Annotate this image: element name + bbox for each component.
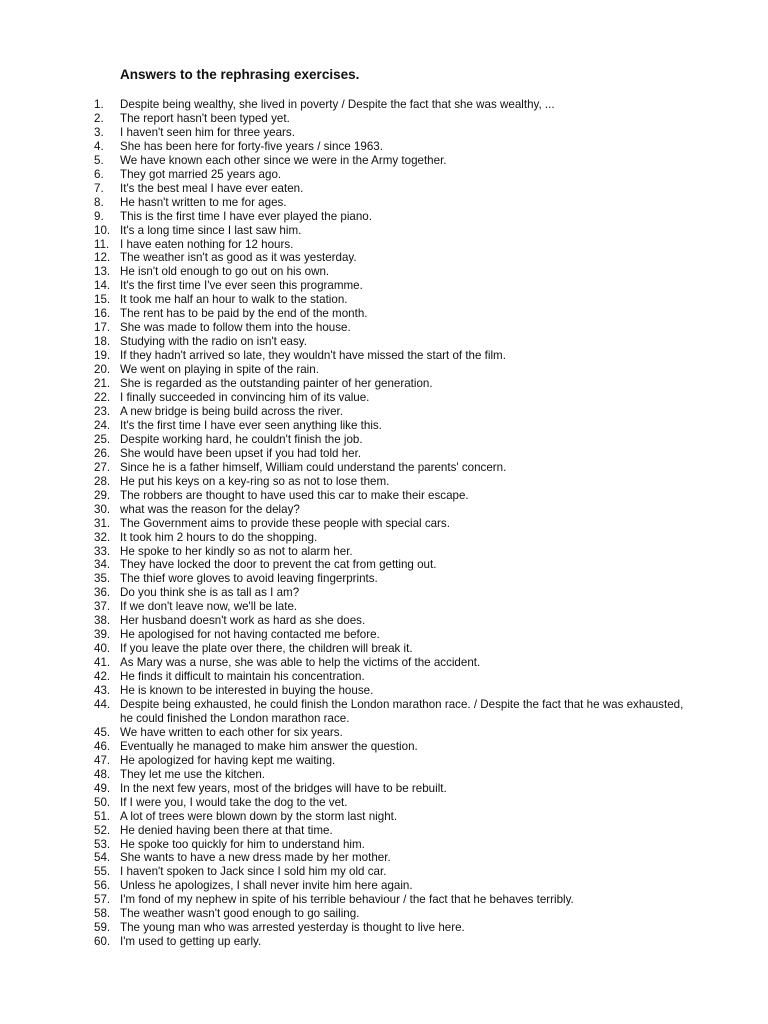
item-number: 47. [94, 753, 111, 767]
item-text: It's a long time since I last saw him. [120, 223, 302, 237]
item-text: I'm used to getting up early. [120, 935, 262, 949]
item-text: They got married 25 years ago. [120, 167, 282, 181]
item-text: He hasn't written to me for ages. [120, 195, 287, 209]
item-number: 33. [94, 544, 111, 558]
item-text: Do you think she is as tall as I am? [120, 586, 300, 600]
item-text: Unless he apologizes, I shall never invite him here again. [120, 879, 413, 893]
item-number: 40. [94, 642, 111, 656]
item-text: It took me half an hour to walk to the station. [120, 293, 348, 307]
item-number: 58. [94, 907, 111, 921]
list-item [94, 112, 694, 126]
item-number: 45. [94, 725, 111, 739]
item-number: 11. [94, 237, 110, 251]
item-number: 48. [94, 767, 111, 781]
item-number: 3. [94, 125, 104, 139]
list-item [94, 865, 694, 879]
list-item [94, 307, 694, 321]
item-text: In the next few years, most of the bridges will have to be rebuilt. [120, 781, 447, 795]
list-item [94, 600, 694, 614]
item-text: She was made to follow them into the house. [120, 321, 351, 335]
list-item [94, 140, 694, 154]
item-number: 8. [94, 195, 104, 209]
item-number: 57. [94, 893, 111, 907]
item-number: 18. [94, 335, 111, 349]
list-item [94, 768, 694, 782]
item-text: I have eaten nothing for 12 hours. [120, 237, 294, 251]
item-number: 43. [94, 684, 111, 698]
item-text: Her husband doesn't work as hard as she does. [120, 614, 366, 628]
list-item [94, 154, 694, 168]
item-number: 53. [94, 837, 111, 851]
list-item [94, 796, 694, 810]
list-item [94, 419, 694, 433]
item-number: 24. [94, 418, 111, 432]
item-number: 13. [94, 265, 111, 279]
item-number: 56. [94, 879, 111, 893]
item-number: 44. [94, 697, 111, 711]
list-item [94, 935, 694, 949]
list-item [94, 461, 694, 475]
list-item [94, 921, 694, 935]
item-text: what was the reason for the delay? [120, 502, 300, 516]
list-item [94, 907, 694, 921]
item-text: It's the first time I have ever seen anything like this. [120, 418, 382, 432]
item-text: They have locked the door to prevent the cat from getting out. [120, 558, 437, 572]
list-item [94, 879, 694, 893]
item-number: 39. [94, 628, 111, 642]
item-number: 30. [94, 502, 111, 516]
list-item [94, 670, 694, 684]
list-item [94, 182, 694, 196]
item-number: 54. [94, 851, 111, 865]
item-text: Studying with the radio on isn't easy. [120, 335, 307, 349]
item-number: 35. [94, 572, 111, 586]
list-item [94, 517, 694, 531]
item-number: 26. [94, 446, 111, 460]
item-number: 60. [94, 935, 111, 949]
item-number: 34. [94, 558, 111, 572]
item-text: I finally succeeded in convincing him of its value. [120, 391, 370, 405]
list-item [94, 279, 694, 293]
item-text: Since he is a father himself, William could understand the parents' concern. [120, 460, 507, 474]
item-text: He denied having been there at that time. [120, 823, 333, 837]
item-number: 28. [94, 474, 111, 488]
list-item [94, 642, 694, 656]
item-text: Despite being exhausted, he could finish the London marathon race. / Despite the fact that he was exhausted, he could finished the London marathon race. [120, 697, 684, 725]
item-text: If they hadn't arrived so late, they wouldn't have missed the start of the film. [120, 349, 506, 363]
item-number: 37. [94, 600, 111, 614]
item-number: 15. [94, 293, 111, 307]
list-item [94, 335, 694, 349]
item-number: 12. [94, 251, 111, 265]
item-text: I haven't spoken to Jack since I sold him my old car. [120, 865, 387, 879]
list-item [94, 349, 694, 363]
list-item [94, 321, 694, 335]
list-item [94, 475, 694, 489]
document-title: Answers to the rephrasing exercises. [120, 67, 360, 82]
list-item [94, 698, 694, 726]
list-item [94, 851, 694, 865]
item-number: 41. [94, 656, 111, 670]
item-text: She has been here for forty-five years / since 1963. [120, 139, 383, 153]
list-item [94, 363, 694, 377]
list-item [94, 656, 694, 670]
item-number: 55. [94, 865, 111, 879]
item-text: We have known each other since we were in the Army together. [120, 153, 447, 167]
item-text: He apologised for not having contacted me before. [120, 628, 380, 642]
item-number: 22. [94, 391, 111, 405]
list-item [94, 782, 694, 796]
list-item [94, 98, 694, 112]
item-text: If we don't leave now, we'll be late. [120, 600, 298, 614]
list-item [94, 391, 694, 405]
item-number: 42. [94, 670, 111, 684]
item-number: 27. [94, 460, 111, 474]
list-item [94, 447, 694, 461]
item-text: It's the first time I've ever seen this programme. [120, 279, 363, 293]
item-number: 59. [94, 921, 111, 935]
list-item [94, 293, 694, 307]
item-number: 21. [94, 377, 111, 391]
item-text: He spoke to her kindly so as not to alarm her. [120, 544, 353, 558]
item-number: 23. [94, 404, 111, 418]
list-item [94, 824, 694, 838]
list-item [94, 489, 694, 503]
item-number: 31. [94, 516, 111, 530]
item-number: 1. [94, 98, 104, 111]
item-text: She would have been upset if you had told her. [120, 446, 362, 460]
item-text: The young man who was arrested yesterday is thought to live here. [120, 921, 465, 935]
list-item [94, 545, 694, 559]
list-item [94, 126, 694, 140]
item-text: The thief wore gloves to avoid leaving fingerprints. [120, 572, 378, 586]
item-number: 51. [94, 809, 111, 823]
list-item [94, 265, 694, 279]
list-item [94, 893, 694, 907]
item-number: 46. [94, 739, 111, 753]
item-text: The weather wasn't good enough to go sailing. [120, 907, 360, 921]
item-text: The rent has to be paid by the end of the month. [120, 307, 368, 321]
item-number: 14. [94, 279, 111, 293]
list-item [94, 251, 694, 265]
item-text: She wants to have a new dress made by her mother. [120, 851, 391, 865]
item-text: We have written to each other for six years. [120, 725, 343, 739]
item-text: He isn't old enough to go out on his own. [120, 265, 330, 279]
item-text: As Mary was a nurse, she was able to help the victims of the accident. [120, 656, 481, 670]
item-text: He apologized for having kept me waiting. [120, 753, 336, 767]
item-text: He put his keys on a key-ring so as not to lose them. [120, 474, 390, 488]
list-item [94, 684, 694, 698]
item-text: If I were you, I would take the dog to the vet. [120, 795, 348, 809]
item-number: 29. [94, 488, 111, 502]
item-text: We went on playing in spite of the rain. [120, 363, 319, 377]
item-number: 19. [94, 349, 111, 363]
item-text: I haven't seen him for three years. [120, 125, 295, 139]
list-item [94, 586, 694, 600]
item-number: 6. [94, 167, 104, 181]
list-item [94, 754, 694, 768]
item-number: 5. [94, 153, 104, 167]
item-number: 16. [94, 307, 111, 321]
item-number: 50. [94, 795, 111, 809]
item-text: He is known to be interested in buying the house. [120, 684, 374, 698]
item-text: A new bridge is being build across the river. [120, 404, 343, 418]
list-item [94, 572, 694, 586]
item-text: Despite working hard, he couldn't finish the job. [120, 432, 363, 446]
item-number: 17. [94, 321, 111, 335]
list-item [94, 838, 694, 852]
item-number: 52. [94, 823, 111, 837]
list-item [94, 196, 694, 210]
item-text: I'm fond of my nephew in spite of his terrible behaviour / the fact that he behaves terribly. [120, 893, 574, 907]
list-item [94, 168, 694, 182]
item-text: This is the first time I have ever played the piano. [120, 209, 372, 223]
item-number: 10. [94, 223, 111, 237]
answer-list [94, 98, 694, 949]
item-number: 49. [94, 781, 111, 795]
list-item [94, 405, 694, 419]
list-item [94, 377, 694, 391]
item-text: Despite being wealthy, she lived in poverty / Despite the fact that she was wealthy, ... [120, 98, 555, 111]
item-text: It took him 2 hours to do the shopping. [120, 530, 318, 544]
item-number: 4. [94, 139, 104, 153]
list-item [94, 531, 694, 545]
item-number: 2. [94, 111, 104, 125]
item-text: The robbers are thought to have used this car to make their escape. [120, 488, 469, 502]
item-number: 25. [94, 432, 111, 446]
item-number: 36. [94, 586, 111, 600]
item-text: Eventually he managed to make him answer the question. [120, 739, 418, 753]
item-text: The weather isn't as good as it was yesterday. [120, 251, 357, 265]
list-item [94, 810, 694, 824]
item-text: They let me use the kitchen. [120, 767, 265, 781]
list-item [94, 210, 694, 224]
item-text: She is regarded as the outstanding painter of her generation. [120, 377, 433, 391]
list-item [94, 433, 694, 447]
item-text: It's the best meal I have ever eaten. [120, 181, 304, 195]
item-number: 20. [94, 363, 111, 377]
list-item [94, 740, 694, 754]
item-text: He finds it difficult to maintain his concentration. [120, 670, 365, 684]
item-number: 7. [94, 181, 104, 195]
list-item [94, 503, 694, 517]
item-number: 9. [94, 209, 104, 223]
item-text: He spoke too quickly for him to understand him. [120, 837, 365, 851]
item-text: A lot of trees were blown down by the storm last night. [120, 809, 398, 823]
item-text: The Government aims to provide these people with special cars. [120, 516, 450, 530]
list-item [94, 224, 694, 238]
list-item [94, 614, 694, 628]
list-item [94, 558, 694, 572]
item-number: 38. [94, 614, 111, 628]
item-text: If you leave the plate over there, the children will break it. [120, 642, 413, 656]
list-item [94, 628, 694, 642]
list-item [94, 726, 694, 740]
item-number: 32. [94, 530, 111, 544]
item-text: The report hasn't been typed yet. [120, 111, 290, 125]
list-item [94, 238, 694, 252]
